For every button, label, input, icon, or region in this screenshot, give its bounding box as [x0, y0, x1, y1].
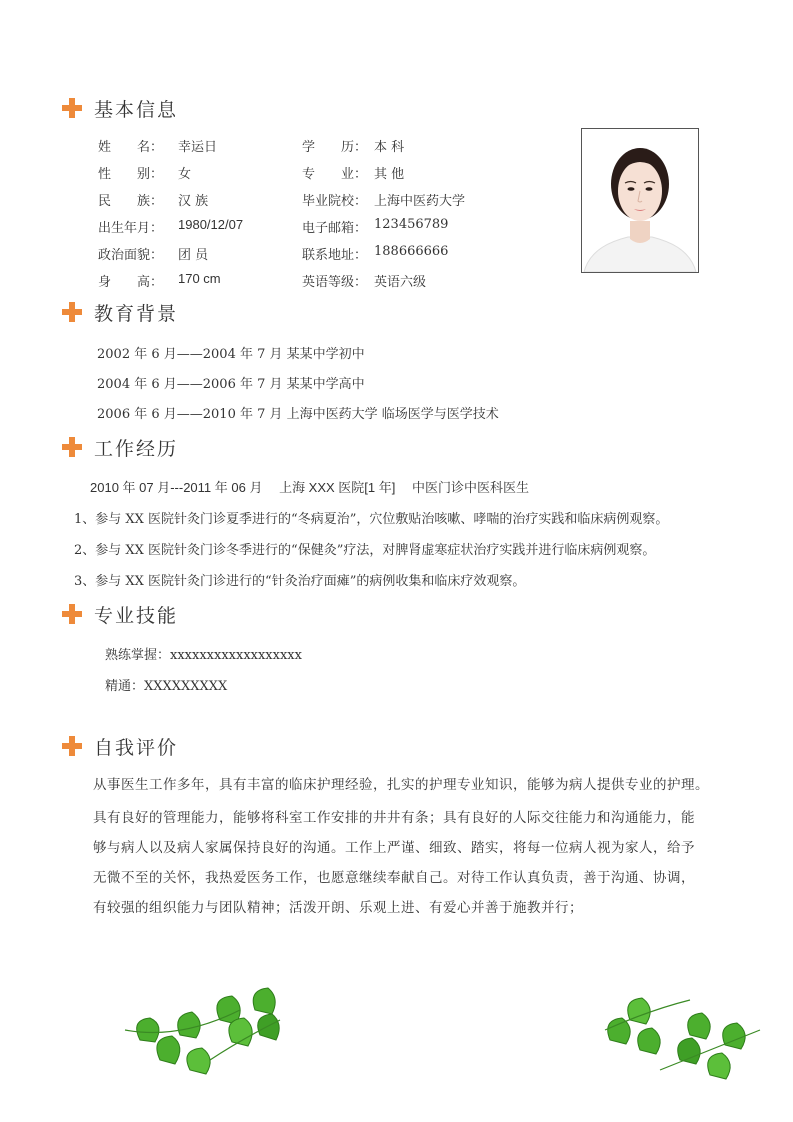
info-address: [302, 244, 448, 263]
info-english: [302, 271, 426, 290]
section-title: 工作经历: [94, 437, 179, 460]
work-header: 2010 年 07 月---2011 年 06 月 上海 XXX 医院[1 年] 中医门诊中医科医生: [90, 480, 529, 495]
section-title: 自我评价: [94, 736, 179, 759]
section-education: [62, 300, 178, 324]
profile-photo: [581, 128, 699, 273]
section-skills: [62, 602, 178, 626]
section-work: [62, 435, 178, 459]
section-basic-info: [62, 96, 178, 120]
portrait-icon: [582, 129, 698, 272]
info-value: 英语六级: [374, 275, 427, 290]
plus-icon: [62, 604, 82, 624]
info-value: 本 科: [374, 140, 405, 155]
work-item: 1、参与 XX 医院针灸门诊夏季进行的“冬病夏治”，穴位敷贴治咳嗽、哮喘的治疗实践和临床病例观察。: [74, 512, 669, 527]
plus-icon: [62, 98, 82, 118]
info-label: 学 历：: [302, 140, 368, 155]
info-label: 联系地址：: [302, 248, 368, 263]
info-label: 民 族：: [98, 194, 164, 209]
section-title: 基本信息: [94, 98, 179, 121]
info-value: 123456789: [374, 217, 449, 232]
info-value: 上海中医药大学: [374, 194, 466, 209]
info-value: 汉 族: [178, 194, 209, 209]
info-value: 团 员: [178, 248, 209, 263]
skill-item: 熟练掌握：xxxxxxxxxxxxxxxxxx: [105, 648, 302, 663]
work-item: 2、参与 XX 医院针灸门诊冬季进行的“保健灸”疗法，对脾肾虚寒症状治疗实践并进行临床病例观察。: [74, 543, 656, 558]
info-gender: [98, 163, 191, 182]
info-label: 出生年月：: [98, 221, 164, 236]
info-label: 英语等级：: [302, 275, 368, 290]
self-eval-line: 从事医生工作多年，具有丰富的临床护理经验，扎实的护理专业知识，能够为病人提供专业的护理。: [93, 777, 709, 793]
plus-icon: [62, 302, 82, 322]
info-political: [98, 244, 208, 263]
education-item: 2006 年 6 月——2010 年 7 月 上海中医药大学 临场医学与医学技术: [97, 407, 499, 422]
info-value: 幸运日: [178, 140, 218, 155]
plus-icon: [62, 437, 82, 457]
work-item: 3、参与 XX 医院针灸门诊进行的“针灸治疗面瘫”的病例收集和临床疗效观察。: [74, 574, 526, 589]
info-label: 身 高：: [98, 275, 164, 290]
section-title: 专业技能: [94, 604, 179, 627]
info-school: [302, 190, 465, 209]
self-eval-line: 有较强的组织能力与团队精神；活泼开朗、乐观上进、有爱心并善于施教并行；: [93, 900, 583, 916]
info-label: 性 别：: [98, 167, 164, 182]
info-label: 专 业：: [302, 167, 368, 182]
info-label: 电子邮箱：: [302, 221, 368, 236]
section-self-eval: [62, 734, 178, 758]
info-degree: [302, 136, 404, 155]
leaves-right-icon: [600, 990, 765, 1090]
info-value: 1980/12/07: [178, 217, 244, 232]
education-item: 2004 年 6 月——2006 年 7 月 某某中学高中: [97, 377, 365, 392]
section-title: 教育背景: [94, 302, 179, 325]
self-eval-line: 无微不至的关怀，我热爱医务工作，也愿意继续奉献自己。对待工作认真负责，善于沟通、协调，: [93, 870, 695, 886]
plus-icon: [62, 736, 82, 756]
info-height: [98, 271, 221, 290]
info-value: 其 他: [374, 167, 405, 182]
info-name: [98, 136, 217, 155]
info-value: 188666666: [374, 244, 449, 259]
info-label: 毕业院校：: [302, 194, 368, 209]
info-value: 170 cm: [178, 271, 221, 286]
leaves-left-icon: [120, 980, 290, 1080]
self-eval-line: 具有良好的管理能力，能够将科室工作安排的井井有条；具有良好的人际交往能力和沟通能力，能: [93, 810, 695, 826]
info-label: 姓 名：: [98, 140, 164, 155]
info-value: 女: [178, 167, 192, 182]
info-label: 政治面貌：: [98, 248, 164, 263]
education-item: 2002 年 6 月——2004 年 7 月 某某中学初中: [97, 347, 365, 362]
info-ethnicity: [98, 190, 208, 209]
info-birth: [98, 217, 243, 236]
info-major: [302, 163, 404, 182]
info-email: [302, 217, 448, 236]
skill-item: 精通：XXXXXXXXX: [105, 679, 228, 694]
self-eval-line: 够与病人以及病人家属保持良好的沟通。工作上严谨、细致、踏实，将每一位病人视为家人，给予: [93, 840, 695, 856]
